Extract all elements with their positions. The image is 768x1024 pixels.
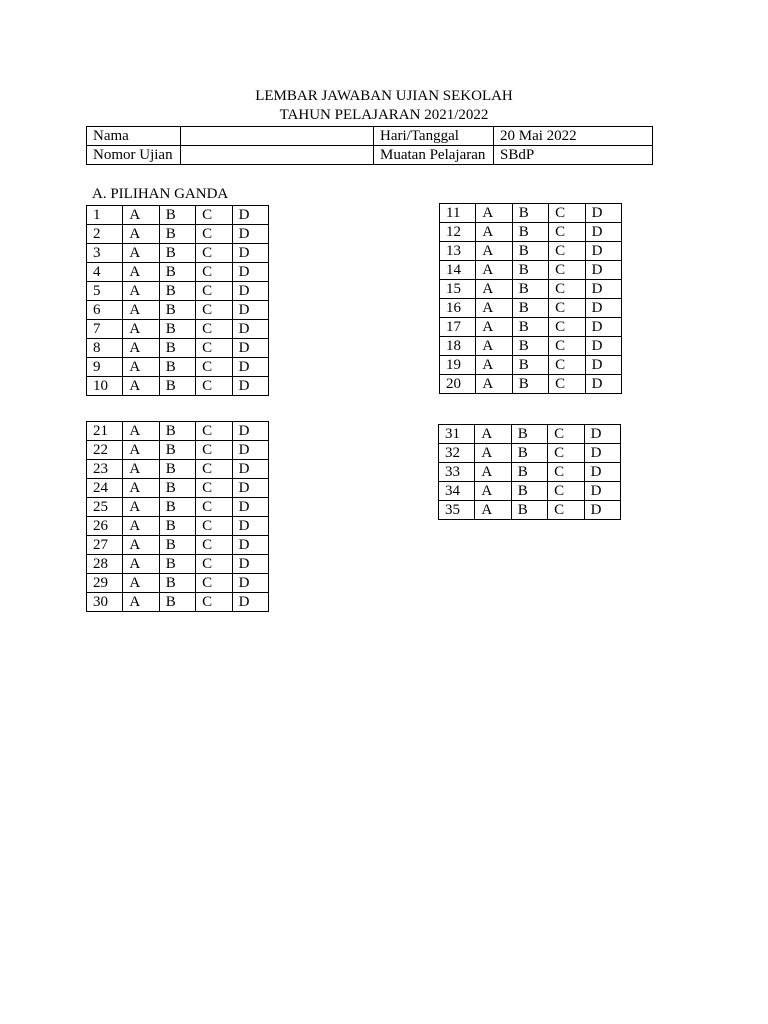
answer-option-a[interactable]: A	[123, 320, 159, 339]
answer-option-c[interactable]: C	[196, 377, 232, 396]
answer-option-a[interactable]: A	[476, 299, 512, 318]
answer-option-b[interactable]: B	[159, 320, 195, 339]
subject-label: Muatan Pelajaran	[374, 146, 494, 165]
answer-option-d[interactable]: D	[584, 501, 620, 520]
answer-option-b[interactable]: B	[159, 282, 195, 301]
answer-option-a[interactable]: A	[123, 358, 159, 377]
answer-option-c[interactable]: C	[196, 339, 232, 358]
question-number: 1	[87, 206, 123, 225]
answer-option-a[interactable]: A	[123, 498, 159, 517]
answer-option-d[interactable]: D	[232, 574, 268, 593]
answer-option-b[interactable]: B	[159, 498, 195, 517]
answer-option-b[interactable]: B	[159, 479, 195, 498]
question-number: 5	[87, 282, 123, 301]
answer-option-b[interactable]: B	[512, 223, 548, 242]
answer-grid-1-10	[86, 205, 269, 396]
answer-row	[87, 593, 269, 612]
answer-option-a[interactable]: A	[123, 377, 159, 396]
question-number: 22	[87, 441, 123, 460]
answer-row	[87, 555, 269, 574]
answer-option-d[interactable]: D	[585, 280, 621, 299]
answer-option-a[interactable]: A	[123, 206, 159, 225]
answer-option-b[interactable]: B	[159, 225, 195, 244]
date-value: 20 Mai 2022	[494, 127, 653, 146]
answer-option-d[interactable]: D	[232, 441, 268, 460]
answer-option-b[interactable]: B	[159, 422, 195, 441]
question-number: 16	[440, 299, 476, 318]
answer-option-a[interactable]: A	[123, 460, 159, 479]
question-number: 10	[87, 377, 123, 396]
subject-value: SBdP	[494, 146, 653, 165]
answer-option-c[interactable]: C	[196, 422, 232, 441]
answer-row	[439, 482, 621, 501]
answer-row	[87, 574, 269, 593]
answer-option-a[interactable]: A	[475, 501, 511, 520]
answer-option-d[interactable]: D	[232, 263, 268, 282]
answer-row	[440, 356, 622, 375]
answer-option-b[interactable]: B	[511, 444, 547, 463]
answer-option-a[interactable]: A	[123, 263, 159, 282]
answer-row	[440, 242, 622, 261]
answer-option-c[interactable]: C	[196, 441, 232, 460]
answer-option-c[interactable]: C	[196, 517, 232, 536]
answer-grid-21-30	[86, 421, 269, 612]
answer-row	[440, 337, 622, 356]
answer-row	[440, 223, 622, 242]
answer-row	[87, 441, 269, 460]
answer-row	[87, 460, 269, 479]
answer-option-a[interactable]: A	[123, 441, 159, 460]
answer-option-b[interactable]: B	[159, 339, 195, 358]
answer-option-b[interactable]: B	[512, 261, 548, 280]
answer-option-b[interactable]: B	[512, 242, 548, 261]
answer-option-a[interactable]: A	[476, 280, 512, 299]
answer-option-a[interactable]: A	[476, 356, 512, 375]
answer-option-a[interactable]: A	[123, 479, 159, 498]
answer-row	[439, 444, 621, 463]
answer-option-a[interactable]: A	[123, 517, 159, 536]
answer-option-c[interactable]: C	[196, 479, 232, 498]
answer-option-c[interactable]: C	[196, 301, 232, 320]
answer-option-b[interactable]: B	[511, 482, 547, 501]
answer-row	[440, 280, 622, 299]
answer-option-a[interactable]: A	[475, 425, 511, 444]
answer-option-a[interactable]: A	[475, 463, 511, 482]
question-number: 20	[440, 375, 476, 394]
answer-option-c[interactable]: C	[549, 280, 585, 299]
answer-option-b[interactable]: B	[512, 299, 548, 318]
question-number: 11	[440, 204, 476, 223]
answer-option-c[interactable]: C	[549, 337, 585, 356]
answer-option-b[interactable]: B	[511, 425, 547, 444]
answer-option-d[interactable]: D	[585, 299, 621, 318]
question-number: 4	[87, 263, 123, 282]
answer-option-c[interactable]: C	[548, 463, 584, 482]
answer-row	[440, 261, 622, 280]
question-number: 13	[440, 242, 476, 261]
answer-row	[87, 244, 269, 263]
question-number: 32	[439, 444, 475, 463]
answer-row	[440, 375, 622, 394]
answer-option-d[interactable]: D	[232, 460, 268, 479]
question-number: 26	[87, 517, 123, 536]
answer-option-b[interactable]: B	[159, 358, 195, 377]
question-number: 2	[87, 225, 123, 244]
answer-option-d[interactable]: D	[232, 339, 268, 358]
answer-row	[87, 358, 269, 377]
question-number: 19	[440, 356, 476, 375]
question-number: 6	[87, 301, 123, 320]
answer-option-b[interactable]: B	[512, 337, 548, 356]
answer-option-b[interactable]: B	[159, 441, 195, 460]
answer-option-a[interactable]: A	[476, 223, 512, 242]
question-number: 8	[87, 339, 123, 358]
sheet-title: LEMBAR JAWABAN UJIAN SEKOLAH	[255, 88, 513, 104]
answer-option-c[interactable]: C	[196, 225, 232, 244]
answer-option-a[interactable]: A	[123, 422, 159, 441]
answer-option-a[interactable]: A	[475, 482, 511, 501]
answer-option-c[interactable]: C	[549, 356, 585, 375]
question-number: 24	[87, 479, 123, 498]
answer-option-d[interactable]: D	[232, 358, 268, 377]
question-number: 33	[439, 463, 475, 482]
answer-option-b[interactable]: B	[159, 301, 195, 320]
answer-row	[439, 425, 621, 444]
answer-row	[87, 536, 269, 555]
question-number: 7	[87, 320, 123, 339]
answer-row	[87, 377, 269, 396]
answer-option-b[interactable]: B	[159, 206, 195, 225]
question-number: 12	[440, 223, 476, 242]
section-label: A. PILIHAN GANDA	[92, 186, 229, 202]
answer-option-d[interactable]: D	[232, 320, 268, 339]
answer-option-b[interactable]: B	[512, 375, 548, 394]
info-row	[87, 146, 653, 165]
answer-option-c[interactable]: C	[196, 460, 232, 479]
answer-option-d[interactable]: D	[585, 242, 621, 261]
answer-option-a[interactable]: A	[123, 244, 159, 263]
answer-option-b[interactable]: B	[159, 517, 195, 536]
answer-option-c[interactable]: C	[196, 206, 232, 225]
answer-row	[87, 282, 269, 301]
answer-row	[87, 339, 269, 358]
answer-row	[440, 204, 622, 223]
answer-option-a[interactable]: A	[123, 339, 159, 358]
answer-row	[439, 463, 621, 482]
answer-row	[87, 517, 269, 536]
answer-option-a[interactable]: A	[476, 242, 512, 261]
question-number: 9	[87, 358, 123, 377]
answer-option-b[interactable]: B	[511, 463, 547, 482]
answer-option-b[interactable]: B	[159, 536, 195, 555]
answer-option-d[interactable]: D	[232, 498, 268, 517]
question-number: 29	[87, 574, 123, 593]
answer-option-d[interactable]: D	[585, 337, 621, 356]
answer-row	[440, 299, 622, 318]
answer-option-d[interactable]: D	[232, 377, 268, 396]
answer-option-d[interactable]: D	[232, 536, 268, 555]
answer-option-d[interactable]: D	[232, 282, 268, 301]
answer-option-d[interactable]: D	[232, 301, 268, 320]
question-number: 15	[440, 280, 476, 299]
answer-option-a[interactable]: A	[475, 444, 511, 463]
answer-option-d[interactable]: D	[232, 206, 268, 225]
answer-option-c[interactable]: C	[196, 282, 232, 301]
answer-option-b[interactable]: B	[512, 204, 548, 223]
answer-option-c[interactable]: C	[196, 536, 232, 555]
answer-option-d[interactable]: D	[232, 225, 268, 244]
answer-row	[87, 263, 269, 282]
answer-option-c[interactable]: C	[549, 261, 585, 280]
question-number: 14	[440, 261, 476, 280]
answer-row	[439, 501, 621, 520]
answer-option-d[interactable]: D	[232, 517, 268, 536]
answer-option-d[interactable]: D	[585, 375, 621, 394]
answer-option-c[interactable]: C	[196, 555, 232, 574]
answer-option-d[interactable]: D	[232, 593, 268, 612]
answer-option-d[interactable]: D	[584, 425, 620, 444]
answer-grid-11-20	[439, 203, 622, 394]
answer-option-c[interactable]: C	[549, 375, 585, 394]
answer-option-c[interactable]: C	[549, 242, 585, 261]
answer-option-b[interactable]: B	[159, 593, 195, 612]
answer-option-d[interactable]: D	[584, 444, 620, 463]
answer-row	[87, 320, 269, 339]
answer-option-d[interactable]: D	[585, 318, 621, 337]
answer-option-d[interactable]: D	[585, 356, 621, 375]
info-row	[87, 127, 653, 146]
answer-option-b[interactable]: B	[512, 356, 548, 375]
answer-option-d[interactable]: D	[584, 463, 620, 482]
answer-option-d[interactable]: D	[585, 261, 621, 280]
answer-row	[87, 498, 269, 517]
answer-option-c[interactable]: C	[196, 574, 232, 593]
answer-option-a[interactable]: A	[476, 337, 512, 356]
answer-row	[87, 206, 269, 225]
answer-option-c[interactable]: C	[196, 320, 232, 339]
answer-row	[87, 422, 269, 441]
answer-option-b[interactable]: B	[512, 318, 548, 337]
answer-option-a[interactable]: A	[123, 536, 159, 555]
answer-row	[440, 318, 622, 337]
answer-option-b[interactable]: B	[159, 263, 195, 282]
answer-option-c[interactable]: C	[548, 444, 584, 463]
answer-option-a[interactable]: A	[476, 204, 512, 223]
name-field[interactable]	[181, 127, 374, 146]
answer-option-c[interactable]: C	[196, 498, 232, 517]
exam-number-label: Nomor Ujian	[87, 146, 181, 165]
answer-option-a[interactable]: A	[476, 261, 512, 280]
answer-option-c[interactable]: C	[196, 358, 232, 377]
answer-row	[87, 301, 269, 320]
answer-option-a[interactable]: A	[123, 301, 159, 320]
question-number: 35	[439, 501, 475, 520]
answer-option-b[interactable]: B	[511, 501, 547, 520]
answer-option-b[interactable]: B	[159, 244, 195, 263]
answer-option-b[interactable]: B	[159, 377, 195, 396]
date-label: Hari/Tanggal	[374, 127, 494, 146]
question-number: 25	[87, 498, 123, 517]
answer-option-c[interactable]: C	[196, 244, 232, 263]
answer-option-d[interactable]: D	[584, 482, 620, 501]
answer-option-c[interactable]: C	[549, 299, 585, 318]
answer-option-d[interactable]: D	[585, 204, 621, 223]
answer-option-c[interactable]: C	[549, 204, 585, 223]
answer-option-c[interactable]: C	[196, 593, 232, 612]
answer-option-c[interactable]: C	[548, 501, 584, 520]
question-number: 17	[440, 318, 476, 337]
answer-option-d[interactable]: D	[232, 244, 268, 263]
answer-option-b[interactable]: B	[159, 574, 195, 593]
answer-row	[87, 479, 269, 498]
answer-option-c[interactable]: C	[548, 482, 584, 501]
answer-option-d[interactable]: D	[232, 422, 268, 441]
answer-option-d[interactable]: D	[232, 555, 268, 574]
answer-option-a[interactable]: A	[123, 574, 159, 593]
answer-grid-31-35	[438, 424, 621, 520]
answer-option-c[interactable]: C	[549, 223, 585, 242]
answer-option-d[interactable]: D	[585, 223, 621, 242]
answer-option-c[interactable]: C	[196, 263, 232, 282]
question-number: 28	[87, 555, 123, 574]
name-label: Nama	[87, 127, 181, 146]
question-number: 27	[87, 536, 123, 555]
answer-option-b[interactable]: B	[159, 460, 195, 479]
question-number: 21	[87, 422, 123, 441]
answer-option-a[interactable]: A	[123, 282, 159, 301]
question-number: 3	[87, 244, 123, 263]
question-number: 34	[439, 482, 475, 501]
answer-option-c[interactable]: C	[548, 425, 584, 444]
sheet-subtitle: TAHUN PELAJARAN 2021/2022	[279, 107, 489, 123]
answer-option-a[interactable]: A	[123, 555, 159, 574]
answer-option-a[interactable]: A	[123, 225, 159, 244]
answer-option-a[interactable]: A	[476, 375, 512, 394]
answer-row	[87, 225, 269, 244]
question-number: 18	[440, 337, 476, 356]
question-number: 30	[87, 593, 123, 612]
student-info-table	[86, 126, 653, 165]
answer-option-c[interactable]: C	[549, 318, 585, 337]
answer-option-d[interactable]: D	[232, 479, 268, 498]
answer-option-b[interactable]: B	[512, 280, 548, 299]
exam-number-field[interactable]	[181, 146, 374, 165]
question-number: 23	[87, 460, 123, 479]
answer-option-a[interactable]: A	[123, 593, 159, 612]
question-number: 31	[439, 425, 475, 444]
answer-option-b[interactable]: B	[159, 555, 195, 574]
answer-option-a[interactable]: A	[476, 318, 512, 337]
